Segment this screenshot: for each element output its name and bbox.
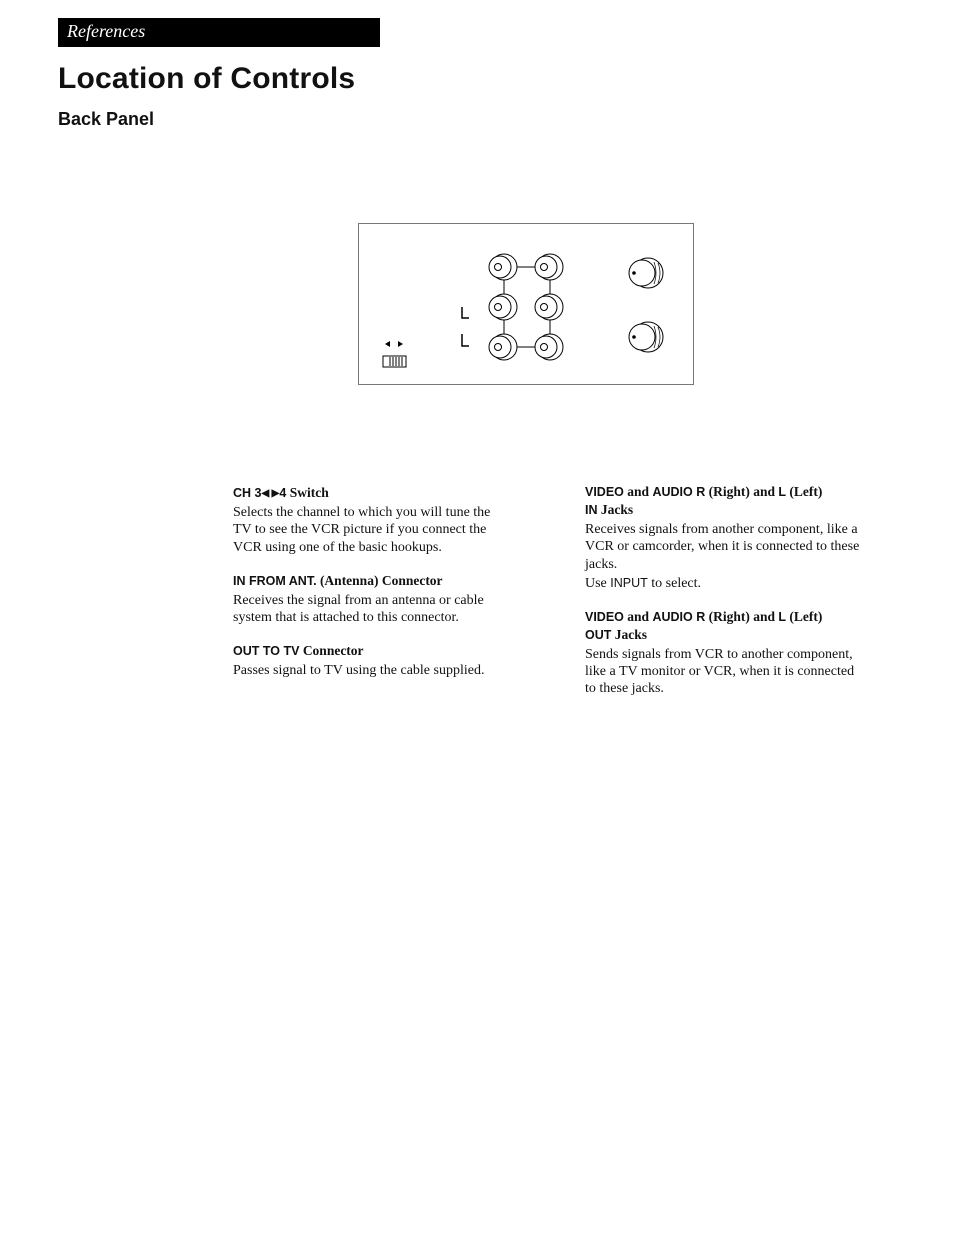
page-title: Location of Controls xyxy=(58,62,356,95)
entry-description: Receives the signal from an antenna or cable system that is attached to this connector. xyxy=(233,592,484,626)
entry-heading: OUT TO TV Connector xyxy=(233,643,364,659)
section-header-bar xyxy=(58,18,380,47)
ch-3-4-switch xyxy=(383,341,406,367)
entry-heading: VIDEO and AUDIO R (Right) and L (Left) OUT Jacks xyxy=(585,608,823,642)
right-descriptions xyxy=(585,483,867,714)
entry-heading: IN FROM ANT. (Antenna) Connector xyxy=(233,572,443,588)
entry-heading: VIDEO and AUDIO R (Right) and L (Left) IN Jacks xyxy=(585,484,823,517)
entry-out-jacks xyxy=(585,608,867,698)
in-from-ant-connector xyxy=(629,258,663,288)
arrow-left-right-icon: ◀ ▶ xyxy=(261,488,280,499)
audio-bracket xyxy=(462,307,469,346)
entry-in-from-ant xyxy=(233,572,503,627)
entry-note: Use INPUT to select. xyxy=(585,575,702,591)
entry-description: Receives signals from another component, like a VCR or camcorder, when it is connected to these jacks. xyxy=(585,522,860,572)
rca-jack-video-out xyxy=(535,254,563,280)
out-to-tv-connector xyxy=(629,322,663,352)
rca-jack-video-in xyxy=(489,254,517,280)
entry-heading: CH 3◀ ▶4 Switch xyxy=(233,485,329,500)
entry-description: Selects the channel to which you will tune the TV to see the VCR picture if you connect the VCR using one of the basic hookups. xyxy=(233,505,491,555)
entry-in-jacks xyxy=(585,483,867,592)
section-subtitle: Back Panel xyxy=(58,109,155,129)
left-descriptions xyxy=(233,484,503,696)
entry-out-to-tv xyxy=(233,642,503,679)
rca-jack-audio-l-out xyxy=(535,334,563,360)
back-panel-diagram xyxy=(358,223,694,385)
entry-ch-switch xyxy=(233,484,503,556)
rca-jack-audio-r-out xyxy=(535,294,563,320)
rca-jack-audio-l-in xyxy=(489,334,517,360)
rca-jack-audio-r-in xyxy=(489,294,517,320)
section-label: References xyxy=(67,21,146,41)
entry-description: Sends signals from VCR to another component, like a TV monitor or VCR, when it is connected to these jacks. xyxy=(585,646,855,697)
entry-description: Passes signal to TV using the cable supplied. xyxy=(233,663,485,679)
